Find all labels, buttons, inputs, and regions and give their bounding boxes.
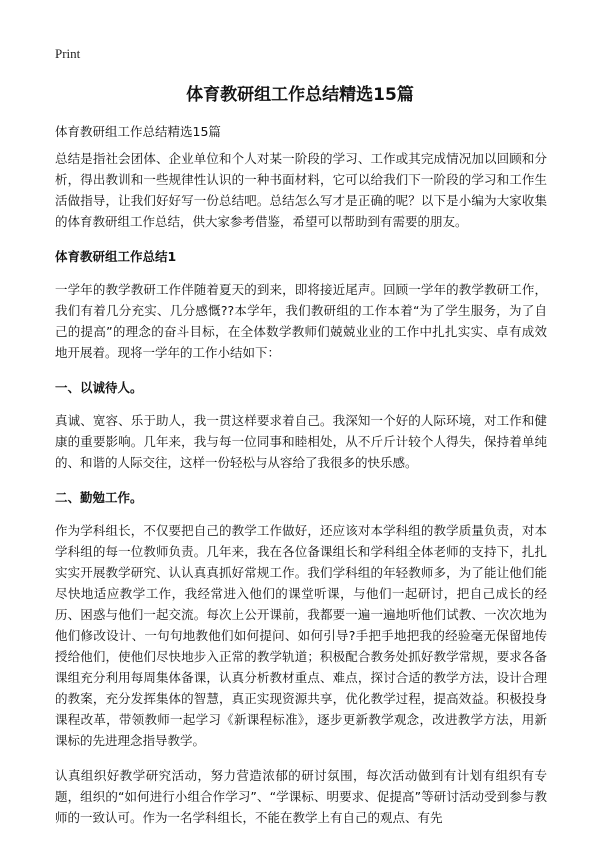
document-title: 体育教研组工作总结精选15篇 — [186, 85, 414, 105]
document-body — [55, 148, 547, 842]
print-label: Print — [55, 46, 81, 61]
point-heading-2: 二、勤勉工作。 — [55, 490, 143, 505]
point-paragraph-1: 真诚、宽容、乐于助人，我一贯这样要求着自己。我深知一个好的人际环境，对工作和健康的重要影响。几年来，我与每一位同事和睦相处，从不斤斤计较个人得失，保持着单纯的、和谐的人际交往，这样一份轻松与从容给了我很多的快乐感。 — [55, 413, 547, 470]
point-paragraph-2: 作为学科组长，不仅要把自己的教学工作做好，还应该对本学科组的教学质量负责，对本学科组的每一位教师负责。几年来，我在各位备课组长和学科组全体老师的支持下，扎扎实实开展教学研究、认认真真抓好常规工作。我们学科组的年轻教师多，为了能让他们能尽快地适应教学工作，我经常进入他们的课堂听课，与他们一起研讨，把自己成长的经历、困惑与他们一起交流。每次上公开课前，我都要一遍一遍地听他们试教、一次次地为他们修改设计、一句句地教他们如何提问、如何引导?手把手地把我的经验毫无保留地传授给他们，使他们尽快地步入正常的教学轨道；积极配合教务处抓好教学常规，要求各备课组充分利用每周集体备课，认真分析教材重点、难点，探讨合适的教学方法，设计合理的教案，充分发挥集体的智慧，真正实现资源共享，优化教学过程，提高效益。积极投身课程改革，带领教师一起学习《新课程标准》，逐步更新教学观念，改进教学方法，用新课标的先进理念指导教学。 — [55, 523, 547, 748]
point-heading-1: 一、以诚待人。 — [55, 380, 143, 395]
document-subtitle: 体育教研组工作总结精选15篇 — [55, 124, 221, 139]
intro-paragraph: 总结是指社会团体、企业单位和个人对某一阶段的学习、工作或其完成情况加以回顾和分析，得出教训和一些规律性认识的一种书面材料，它可以给我们下一阶段的学习和工作生活做指导，让我们好好写一份总结吧。总结怎么写才是正确的呢？以下是小编为大家收集的体育教研组工作总结，供大家参考借鉴，希望可以帮助到有需要的朋友。 — [55, 151, 547, 229]
section-paragraph: 一学年的教学教研工作伴随着夏天的到来，即将接近尾声。回顾一学年的教学教研工作，我们有着几分充实、几分感慨??本学年，我们教研组的工作本着“为了学生服务，为了自己的提高”的理念的奋斗目标，在全体数学教师们兢兢业业的工作中扎扎实实、卓有成效地开展着。现将一学年的工作小结如下： — [55, 282, 547, 360]
point-paragraph-3: 认真组织好教学研究活动，努力营造浓郁的研讨氛围，每次活动做到有计划有组织有专题，组织的“如何进行小组合作学习”、“学课标、明要求、促提高”等研讨活动受到参与教师的一致认可。作为一名学科组长，不能在教学上有自己的观点、有先 — [55, 768, 547, 825]
section-heading: 体育教研组工作总结1 — [55, 249, 177, 264]
